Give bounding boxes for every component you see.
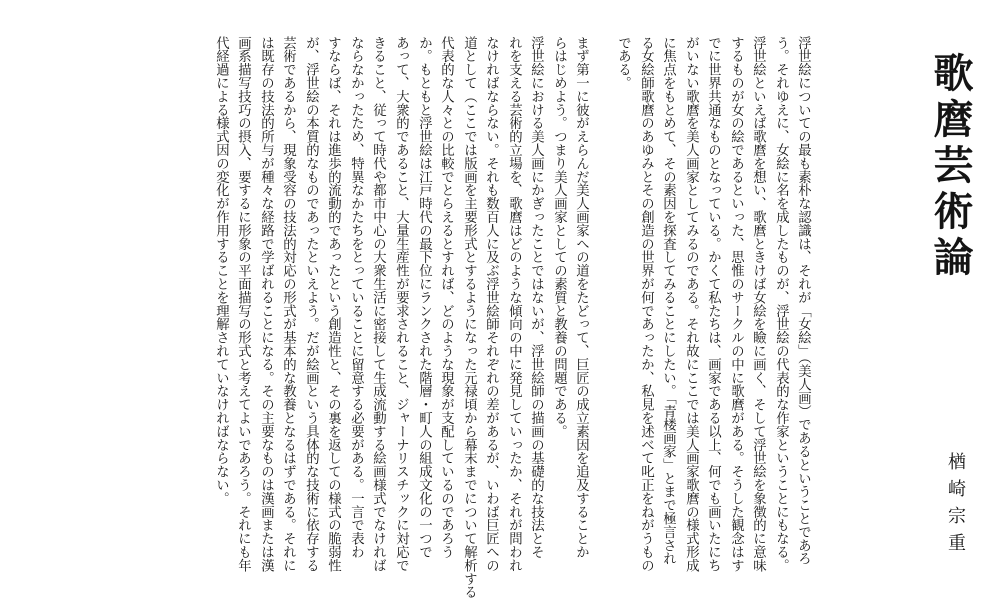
text-column: う。それゆえに、女絵に名を成したものが、浮世絵の代表的な作家ということにもなる。 <box>773 36 789 572</box>
text-column: きること、従って時代や都市中心の大衆生活に密接して生成流動する絵画様式でなければ <box>370 36 386 572</box>
text-column: 画系描写技巧の摂入、要するに形象の平面描写の形式と考えてよいであろう。それにも年 <box>235 36 251 572</box>
text-column: あって、大衆的であること、大量生産性が要求されること、ジャーナリスチックに対応で <box>393 36 409 572</box>
text-column: が、浮世絵の本質的なものであったといえよう。だが絵画という具体的な技術に依存する <box>303 36 319 572</box>
text-column: 浮世絵における美人画にかぎったことではないが、浮世絵師の描画の基礎的な技法とそ <box>528 36 544 559</box>
text-column: る女絵師歌麿のあゆみとその創造の世界が何であったか、私見を述べて叱正をねがうもの <box>638 36 654 572</box>
text-column: 道として（ここでは版画を主要形式とするようになった元禄頃から幕末までについて解析する <box>461 36 477 599</box>
text-column: れを支える芸術的立場を、歌麿はどのような傾向の中に発見していったか、それが問われ <box>506 36 522 572</box>
article-title: 歌麿芸術論 <box>927 52 974 282</box>
text-column: 浮世絵といえば歌麿を想い、歌麿ときけば女絵を瞼に画く、そして浮世絵を象徴的に意味 <box>750 36 766 572</box>
text-column: である。 <box>615 36 631 90</box>
text-column: は既存の技法的所与が種々な経路で学ばれることになる。その主要なものは漢画または漢 <box>258 36 274 572</box>
text-column: なければならない。それも数百人に及ぶ浮世絵師それぞれの差があるが、いわば巨匠への <box>483 36 499 572</box>
text-column: するものが女の絵であるといった、思惟のサークルの中に歌麿がある。そうした観念はす <box>728 36 744 572</box>
text-column: 浮世絵についての最も素朴な認識は、それが「女絵」（美人画）であるということであろ <box>795 36 811 566</box>
text-column: らはじめよう。つまり美人画家としての素質と教養の問題である。 <box>551 36 567 438</box>
text-column: でに世界共通なものとなっている。かくて私たちは、画家である以上、何でも画いたにち <box>705 36 721 572</box>
text-column: ならなかったため、特異なかたちをとっていることに留意する必要がある。一言で表わ <box>348 36 364 559</box>
text-column: か。もともと浮世絵は江戸時代の最下位にランクされた階層・町人の組成文化の一つで <box>416 36 432 559</box>
text-column: 芸術であるから、現象受容の技法的対応の形式が基本的な教養となるはずである。それに <box>280 36 296 572</box>
text-column: まず第一に彼がえらんだ美人画家への道をたどって、巨匠の成立素因を追及することか <box>573 36 589 559</box>
text-column: がいない歌麿を美人画家としてみるのである。それ故にここでは美人画家歌麿の様式形成 <box>683 36 699 572</box>
text-column: 代経過による様式因の変化が作用することを理解されていなければならない。 <box>213 36 229 505</box>
text-column: すならば、それは進歩的流動的であったという創造性と、その裏を返しての様式の脆弱性 <box>325 36 341 572</box>
author-name: 楢崎宗重 <box>945 452 966 560</box>
text-column: 代表的な人々との比較でとらえるとすれば、どのような現象が支配しているのであろう <box>438 36 454 559</box>
text-column: に焦点をもとめて、その素因を探査してみることにしたい。「青楼画家」とまで極言され <box>660 36 676 566</box>
